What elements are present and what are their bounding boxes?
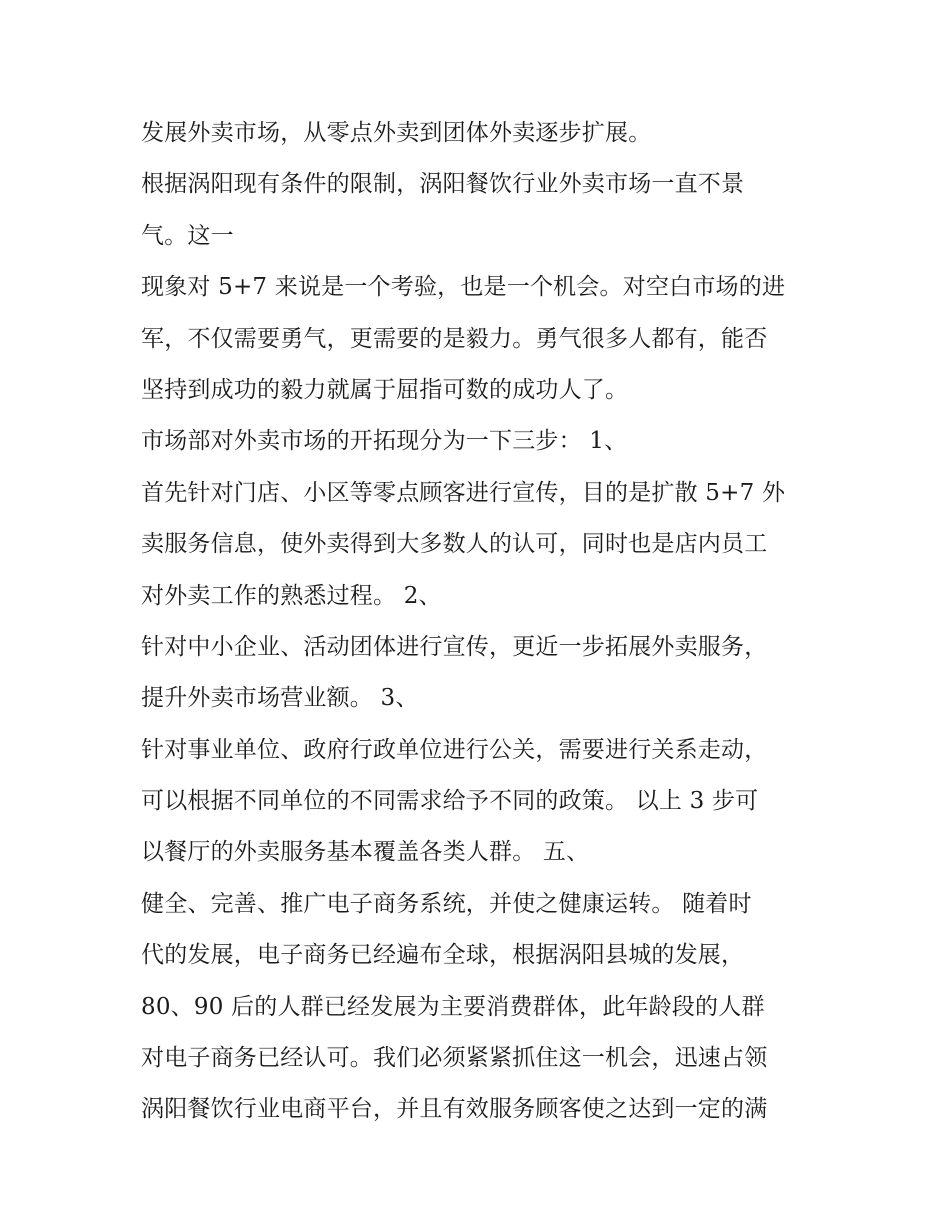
text-line: 提升外卖市场营业额。 3、 [141, 685, 419, 712]
text-line: 以餐厅的外卖服务基本覆盖各类人群。 五、 [141, 839, 590, 866]
text-line: 对电子商务已经认可。我们必须紧紧抓住这一机会，迅速占领 [141, 1045, 768, 1072]
text-line: 80、90 后的人群已经发展为主要消费群体，此年龄段的人群 [141, 993, 765, 1020]
text-line: 代的发展，电子商务已经遍布全球，根据涡阳县城的发展， [141, 942, 745, 969]
text-line: 坚持到成功的毅力就属于屈指可数的成功人了。 [141, 376, 629, 403]
text-line: 首先针对门店、小区等零点顾客进行宣传，目的是扩散 5+7 外 [141, 479, 786, 506]
text-line: 可以根据不同单位的不同需求给予不同的政策。 以上 3 步可 [141, 788, 759, 815]
text-line: 现象对 5+7 来说是一个考验，也是一个机会。对空白市场的进 [141, 274, 786, 301]
text-line: 对外卖工作的熟悉过程。 2、 [141, 582, 442, 609]
text-line: 健全、完善、推广电子商务系统，并使之健康运转。 随着时 [141, 890, 752, 917]
text-line: 卖服务信息，使外卖得到大多数人的认可，同时也是店内员工 [141, 531, 768, 558]
document-body [141, 108, 821, 1136]
text-line: 根据涡阳现有条件的限制，涡阳餐饮行业外卖市场一直不景 [141, 171, 745, 198]
text-line: 涡阳餐饮行业电商平台，并且有效服务顾客使之达到一定的满 [141, 1096, 768, 1123]
text-line: 发展外卖市场，从零点外卖到团体外卖逐步扩展。 [141, 120, 652, 146]
text-line: 市场部对外卖市场的开拓现分为一下三步： 1、 [141, 428, 628, 455]
text-line: 气。这一 [141, 222, 234, 249]
text-line: 针对事业单位、政府行政单位进行公关，需要进行关系走动， [141, 736, 768, 763]
text-line: 针对中小企业、活动团体进行宣传，更近一步拓展外卖服务， [141, 633, 768, 660]
text-line: 军，不仅需要勇气，更需要的是毅力。勇气很多人都有，能否 [141, 325, 768, 352]
